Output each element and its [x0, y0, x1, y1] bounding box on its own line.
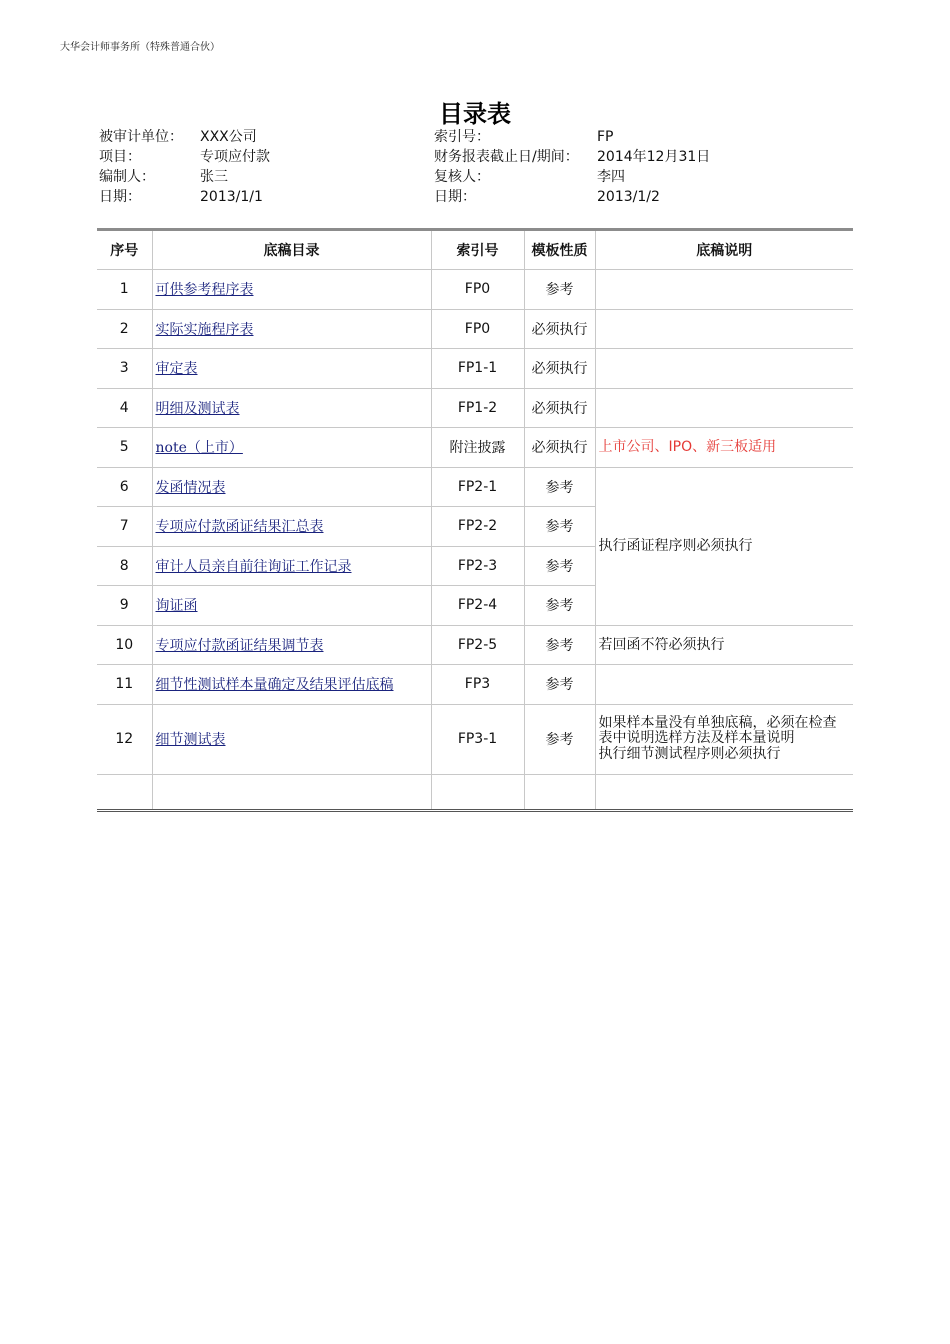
seq-cell: 5	[97, 428, 152, 468]
table-header-row	[97, 230, 853, 270]
header-note: 底稿说明	[595, 230, 853, 270]
note-cell	[595, 309, 853, 349]
header-nature: 模板性质	[524, 230, 595, 270]
audited-unit-label: 被审计单位：	[99, 129, 183, 145]
index-cell: FP2-5	[431, 625, 524, 665]
doc-cell	[152, 349, 431, 389]
index-cell: FP0	[431, 270, 524, 310]
seq-cell: 7	[97, 507, 152, 547]
seq-cell: 8	[97, 546, 152, 586]
nature-cell: 必须执行	[524, 388, 595, 428]
index-cell: 附注披露	[431, 428, 524, 468]
project-value: 专项应付款	[200, 149, 270, 165]
note-cell	[595, 704, 853, 774]
seq-cell: 10	[97, 625, 152, 665]
table-row	[97, 467, 853, 507]
index-label: 索引号：	[434, 129, 490, 145]
seq-cell: 4	[97, 388, 152, 428]
preparer-label: 编制人：	[99, 169, 155, 185]
reviewer-value: 李四	[597, 169, 625, 185]
table-row-blank	[97, 774, 853, 810]
doc-cell	[152, 270, 431, 310]
doc-link[interactable]: 专项应付款函证结果调节表	[155, 637, 324, 654]
doc-cell	[152, 309, 431, 349]
index-cell: FP1-1	[431, 349, 524, 389]
note-cell: 若回函不符必须执行	[595, 625, 853, 665]
nature-cell: 参考	[524, 704, 595, 774]
project-label: 项目：	[99, 149, 141, 165]
index-value: FP	[597, 129, 614, 145]
date2-value: 2013/1/2	[597, 189, 660, 205]
doc-link[interactable]: 询证函	[155, 598, 198, 615]
directory-table	[97, 228, 853, 812]
note-cell	[595, 349, 853, 389]
doc-link[interactable]: 可供参考程序表	[155, 282, 254, 299]
table-row	[97, 665, 853, 705]
doc-cell	[152, 665, 431, 705]
table-row	[97, 309, 853, 349]
date1-value: 2013/1/1	[200, 189, 263, 205]
table-row	[97, 349, 853, 389]
header-index: 索引号	[431, 230, 524, 270]
seq-cell: 3	[97, 349, 152, 389]
nature-cell: 参考	[524, 586, 595, 626]
index-cell: FP3	[431, 665, 524, 705]
meta-row-3	[99, 167, 859, 187]
table-row	[97, 270, 853, 310]
date1-label: 日期：	[99, 189, 141, 205]
seq-cell: 1	[97, 270, 152, 310]
index-cell: FP2-3	[431, 546, 524, 586]
index-cell: FP2-1	[431, 467, 524, 507]
doc-link[interactable]: note（上市）	[155, 440, 243, 457]
nature-cell: 参考	[524, 467, 595, 507]
seq-cell: 2	[97, 309, 152, 349]
index-cell: FP3-1	[431, 704, 524, 774]
meta-row-4	[99, 187, 859, 207]
seq-cell: 12	[97, 704, 152, 774]
seq-cell: 6	[97, 467, 152, 507]
note-cell	[595, 388, 853, 428]
note-cell	[595, 665, 853, 705]
meta-row-2	[99, 147, 859, 167]
blank-cell	[152, 774, 431, 810]
seq-cell: 11	[97, 665, 152, 705]
period-value: 2014年12月31日	[597, 149, 711, 165]
doc-link[interactable]: 实际实施程序表	[155, 321, 254, 338]
meta-info	[99, 127, 859, 207]
period-label: 财务报表截止日/期间：	[434, 149, 579, 165]
blank-cell	[97, 774, 152, 810]
doc-link[interactable]: 细节测试表	[155, 732, 226, 748]
audited-unit-value: XXX公司	[200, 129, 257, 145]
blank-cell	[524, 774, 595, 810]
doc-cell	[152, 388, 431, 428]
preparer-value: 张三	[200, 169, 228, 185]
doc-link[interactable]: 细节性测试样本量确定及结果评估底稿	[155, 677, 394, 694]
doc-cell	[152, 625, 431, 665]
index-cell: FP1-2	[431, 388, 524, 428]
note-cell	[595, 270, 853, 310]
note-cell-merged: 执行函证程序则必须执行	[595, 467, 853, 625]
doc-link[interactable]: 专项应付款函证结果汇总表	[155, 519, 324, 536]
table-row	[97, 704, 853, 774]
doc-link[interactable]: 明细及测试表	[155, 400, 240, 417]
doc-cell	[152, 467, 431, 507]
reviewer-label: 复核人：	[434, 169, 490, 185]
doc-link[interactable]: 发函情况表	[155, 479, 226, 496]
note-cell: 上市公司、IPO、新三板适用	[595, 428, 853, 468]
table-row	[97, 625, 853, 665]
nature-cell: 参考	[524, 546, 595, 586]
index-cell: FP2-2	[431, 507, 524, 547]
meta-row-1	[99, 127, 859, 147]
header-seq: 序号	[97, 230, 152, 270]
nature-cell: 必须执行	[524, 309, 595, 349]
note-line: 如果样本量没有单独底稿，必须在检查表中说明选样方法及样本量说明	[598, 714, 837, 747]
header-doc: 底稿目录	[152, 230, 431, 270]
index-cell: FP0	[431, 309, 524, 349]
page-title: 目录表	[439, 100, 511, 128]
date2-label: 日期：	[434, 189, 476, 205]
nature-cell: 必须执行	[524, 349, 595, 389]
nature-cell: 参考	[524, 270, 595, 310]
blank-cell	[431, 774, 524, 810]
blank-cell	[595, 774, 853, 810]
doc-link[interactable]: 审定表	[155, 361, 198, 378]
nature-cell: 参考	[524, 625, 595, 665]
nature-cell: 必须执行	[524, 428, 595, 468]
note-line: 执行细节测试程序则必须执行	[598, 745, 781, 762]
doc-link[interactable]: 审计人员亲自前往询证工作记录	[155, 558, 352, 575]
firm-name: 大华会计师事务所（特殊普通合伙）	[60, 42, 220, 53]
table-row	[97, 388, 853, 428]
nature-cell: 参考	[524, 507, 595, 547]
table-row	[97, 428, 853, 468]
doc-cell	[152, 507, 431, 547]
seq-cell: 9	[97, 586, 152, 626]
doc-cell	[152, 428, 431, 468]
doc-cell	[152, 546, 431, 586]
doc-cell	[152, 586, 431, 626]
index-cell: FP2-4	[431, 586, 524, 626]
nature-cell: 参考	[524, 665, 595, 705]
doc-cell	[152, 704, 431, 774]
